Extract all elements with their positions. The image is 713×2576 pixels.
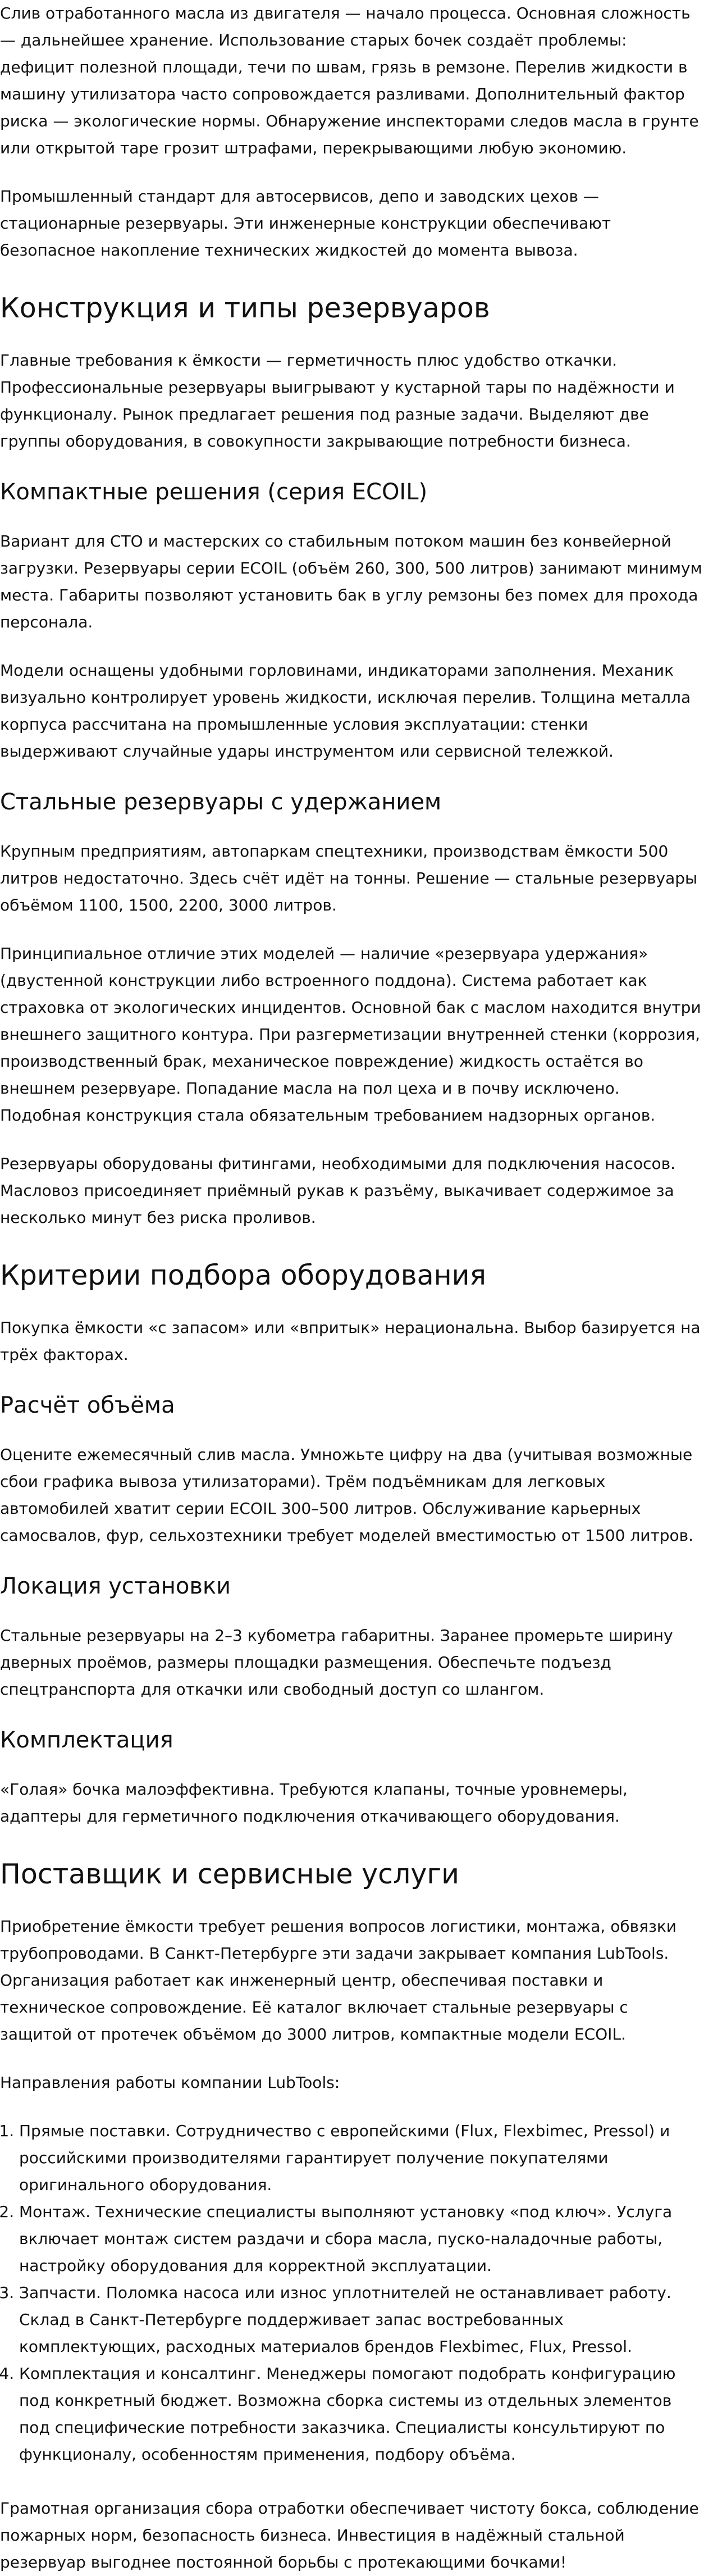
list-item: 4. Комплектация и консалтинг. Менеджеры помогают подобрать конфигурацию под конкретный бюджет. Возможна сборка системы из отдельных элементов под специфические потребности заказчика. Специалисты консультируют по функционалу, особенностям применения, подбору объёма. [19, 2360, 703, 2468]
section-heading-criteria: Критерии подбора оборудования [0, 1259, 486, 1291]
volume-paragraph: Оцените ежемесячный слив масла. Умножьте цифру на два (учитывая возможные сбои графика вывоза утилизаторами). Трём подъёмникам для легковых автомобилей хватит серии ECOIL 300–500 литров. Обслуживание карьерных самосвалов, фур, сельхозтехники требует моделей вместимостью от 1500 литров. [0, 1445, 694, 1545]
steel-paragraph-2: Принципиальное отличие этих моделей — наличие «резервуара удержания» (двустенной конструкции либо встроенного поддона). Система работает как страховка от экологических инцидентов. Основной бак с маслом находится внутри внешнего защитного контура. При разгерметизации внутренней стенки (коррозия, производственный брак, механическое повреждение) жидкость остаётся во внешнем резервуаре. Попадание масла на пол цеха и в почву исключено. Подобная конструкция стала обязательным требованием надзорных органов. [0, 944, 701, 1125]
supplier-paragraph-2: Направления работы компании LubTools: [0, 2073, 340, 2092]
closing-paragraph: Грамотная организация сбора отработки обеспечивает чистоту бокса, соблюдение пожарных норм, безопасность бизнеса. Инвестиция в надёжный стальной резервуар выгоднее постоянной борьбы с протекающими бочками! [0, 2499, 699, 2572]
steel-paragraph-1: Крупным предприятиям, автопаркам спецтехники, производствам ёмкости 500 литров недостаточно. Здесь счёт идёт на тонны. Решение — стальные резервуары объёмом 1100, 1500, 2200, 3000 литров. [0, 842, 698, 914]
supplier-paragraph-1: Приобретение ёмкости требует решения вопросов логистики, монтажа, обвязки трубопроводами. В Санкт-Петербурге эти задачи закрывает компания LubTools. Организация работает как инженерный центр, обеспечивая поставки и техническое сопровождение. Её каталог включает стальные резервуары с защитой от протечек объёмом до 3000 литров, компактные модели ECOIL. [0, 1917, 677, 2043]
intro-paragraph-1: Слив отработанного масла из двигателя — начало процесса. Основная сложность — дальнейшее хранение. Использование старых бочек создаёт проблемы: дефицит полезной площади, течи по швам, грязь в ремзоне. Перелив жидкости в машину утилизатора часто сопровождается разливами. Дополнительный фактор риска — экологические нормы. Обнаружение инспекторами следов масла в грунте или открытой таре грозит штрафами, перекрывающими любую экономию. [0, 4, 699, 157]
subheading-equipment: Комплектация [0, 1727, 173, 1753]
compact-paragraph-2: Модели оснащены удобными горловинами, индикаторами заполнения. Механик визуально контролирует уровень жидкости, исключая перелив. Толщина металла корпуса рассчитана на промышленные условия эксплуатации: стенки выдерживают случайные удары инструментом или сервисной тележкой. [0, 661, 691, 761]
compact-paragraph-1: Вариант для СТО и мастерских со стабильным потоком машин без конвейерной загрузки. Резервуары серии ECOIL (объём 260, 300, 500 литров) занимают минимум места. Габариты позволяют установить бак в углу ремзоны без помех для прохода персонала. [0, 532, 702, 631]
equipment-paragraph: «Голая» бочка малоэффективна. Требуются клапаны, точные уровнемеры, адаптеры для герметичного подключения откачивающего оборудования. [0, 1780, 628, 1826]
steel-paragraph-3: Резервуары оборудованы фитингами, необходимыми для подключения насосов. Масловоз присоединяет приёмный рукав к разъёму, выкачивает содержимое за несколько минут без риска проливов. [0, 1154, 676, 1227]
services-list [0, 2118, 713, 2468]
subheading-steel-tanks: Стальные резервуары с удержанием [0, 789, 442, 815]
intro-paragraph-2: Промышленный стандарт для автосервисов, депо и заводских цехов — стационарные резервуары. Эти инженерные конструкции обеспечивают безопасное накопление технических жидкостей до момента вывоза. [0, 187, 611, 260]
list-item: 1. Прямые поставки. Сотрудничество с европейскими (Flux, Flexbimec, Pressol) и российскими производителями гарантирует получение покупателями оригинального оборудования. [19, 2118, 703, 2199]
list-item: 3. Запчасти. Поломка насоса или износ уплотнителей не останавливает работу. Склад в Санкт-Петербурге поддерживает запас востребованных комплектующих, расходных материалов брендов Flexbimec, Flux, Pressol. [19, 2279, 703, 2360]
section1-paragraph-1: Главные требования к ёмкости — герметичность плюс удобство откачки. Профессиональные резервуары выигрывают у кустарной тары по надёжности и функционалу. Рынок предлагает решения под разные задачи. Выделяют две группы оборудования, в совокупности закрывающие потребности бизнеса. [0, 351, 675, 450]
location-paragraph: Стальные резервуары на 2–3 кубометра габаритны. Заранее промерьте ширину дверных проёмов, размеры площадки размещения. Обеспечьте подъезд спецтранспорта для откачки или свободный доступ со шлангом. [0, 1626, 673, 1699]
subheading-compact-ecoil: Компактные решения (серия ECOIL) [0, 479, 428, 505]
list-item: 2. Монтаж. Технические специалисты выполняют установку «под ключ». Услуга включает монтаж систем раздачи и сбора масла, пуско-наладочные работы, настройку оборудования для корректной эксплуатации. [19, 2199, 703, 2279]
subheading-location: Локация установки [0, 1573, 231, 1599]
criteria-paragraph-1: Покупка ёмкости «с запасом» или «впритык» нерациональна. Выбор базируется на трёх факторах. [0, 1318, 701, 1364]
section-heading-construction: Конструкция и типы резервуаров [0, 292, 490, 324]
section-heading-supplier: Поставщик и сервисные услуги [0, 1858, 459, 1890]
subheading-volume: Расчёт объёма [0, 1392, 175, 1418]
